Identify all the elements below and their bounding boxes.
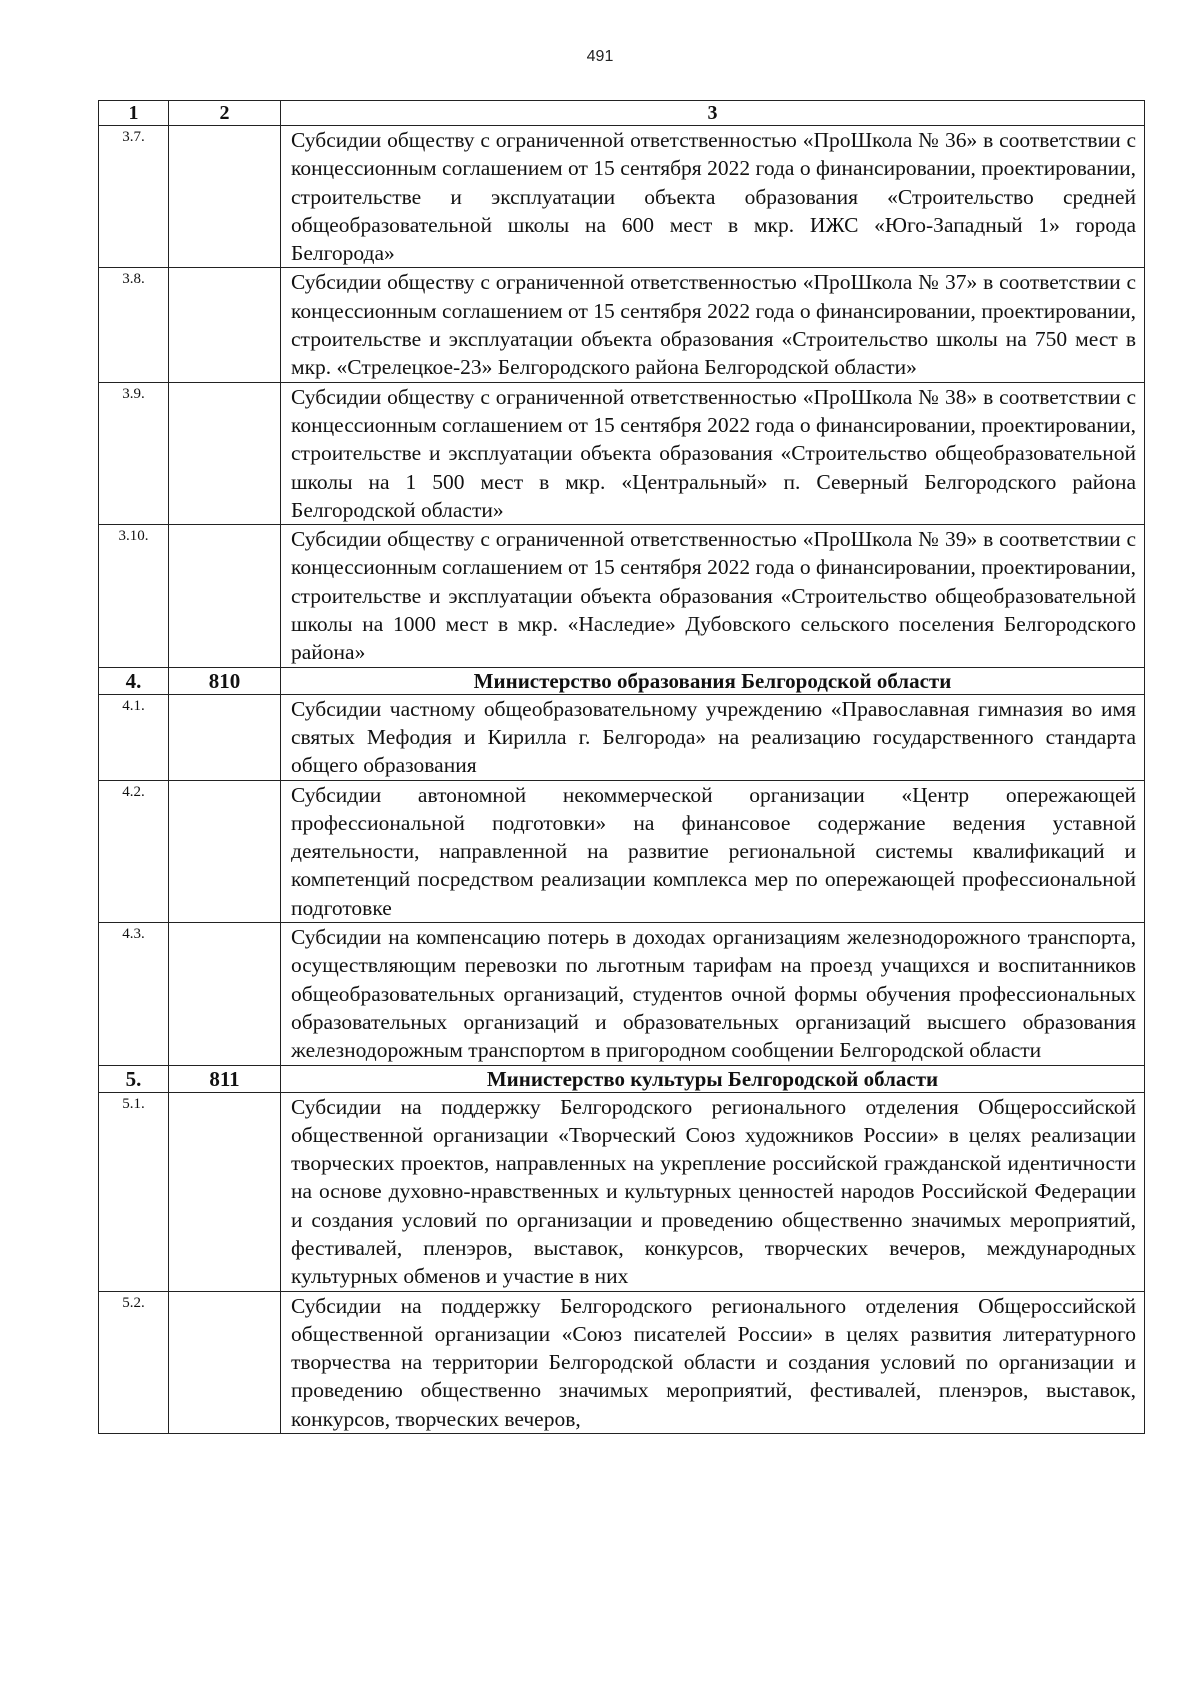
table-row <box>99 126 1145 268</box>
page-number: 491 <box>586 48 614 65</box>
row-number: 5.1. <box>99 1092 169 1291</box>
section-title: Министерство культуры Белгородской области <box>281 1065 1145 1092</box>
row-description: Субсидии автономной некоммерческой организации «Центр опережающей профессиональной подготовки» на финансовое содержание ведения уставной деятельности, направленной на развитие региональной системы квалификаций и компетенций посредством реализации комплекса мер по опережающей профессиональной подготовке <box>281 780 1145 922</box>
table-row <box>99 780 1145 922</box>
row-code <box>169 1291 281 1433</box>
row-number: 5.2. <box>99 1291 169 1433</box>
subsidies-table <box>98 100 1145 1434</box>
table-row <box>99 1092 1145 1291</box>
row-description: Субсидии на поддержку Белгородского регионального отделения Общероссийской общественной организации «Союз писателей России» в целях развития литературного творчества на территории Белгородской области и создания условий по организации и проведению общественно значимых мероприятий, фестивалей, пленэров, выставок, конкурсов, творческих вечеров, <box>281 1291 1145 1433</box>
header-cell-1: 1 <box>99 101 169 126</box>
table-row <box>99 1291 1145 1433</box>
row-description: Субсидии частному общеобразовательному учреждению «Православная гимназия во имя святых Мефодия и Кирилла г. Белгорода» на реализацию государственного стандарта общего образования <box>281 694 1145 780</box>
row-number: 4.1. <box>99 694 169 780</box>
row-description: Субсидии на компенсацию потерь в доходах организациям железнодорожного транспорта, осуществляющим перевозки по льготным тарифам на проезд учащихся и воспитанников общеобразовательных организаций, студентов очной формы обучения профессиональных образовательных организаций и образовательных организаций высшего образования железнодорожным транспортом в пригородном сообщении Белгородской области <box>281 923 1145 1065</box>
row-number: 4.3. <box>99 923 169 1065</box>
row-code <box>169 382 281 524</box>
row-code <box>169 1092 281 1291</box>
table-row <box>99 525 1145 667</box>
row-number: 3.7. <box>99 126 169 268</box>
row-number: 3.9. <box>99 382 169 524</box>
table-row <box>99 268 1145 382</box>
section-row <box>99 667 1145 694</box>
row-number: 3.10. <box>99 525 169 667</box>
row-number: 4. <box>99 667 169 694</box>
row-number: 5. <box>99 1065 169 1092</box>
row-code <box>169 525 281 667</box>
table-row <box>99 694 1145 780</box>
row-code <box>169 694 281 780</box>
row-description: Субсидии обществу с ограниченной ответственностью «ПроШкола № 37» в соответствии с концессионным соглашением от 15 сентября 2022 года о финансировании, проектировании, строительстве и эксплуатации объекта образования «Строительство школы на 750 мест в мкр. «Стрелецкое-23» Белгородского района Белгородской области» <box>281 268 1145 382</box>
table-row <box>99 923 1145 1065</box>
row-number: 4.2. <box>99 780 169 922</box>
table-header-row <box>99 101 1145 126</box>
header-cell-2: 2 <box>169 101 281 126</box>
section-title: Министерство образования Белгородской области <box>281 667 1145 694</box>
row-description: Субсидии обществу с ограниченной ответственностью «ПроШкола № 36» в соответствии с концессионным соглашением от 15 сентября 2022 года о финансировании, проектировании, строительстве и эксплуатации объекта образования «Строительство средней общеобразовательной школы на 600 мест в мкр. ИЖС «Юго-Западный 1» города Белгорода» <box>281 126 1145 268</box>
table-row <box>99 382 1145 524</box>
row-description: Субсидии обществу с ограниченной ответственностью «ПроШкола № 38» в соответствии с концессионным соглашением от 15 сентября 2022 года о финансировании, проектировании, строительстве и эксплуатации объекта образования «Строительство общеобразовательной школы на 1 500 мест в мкр. «Центральный» п. Северный Белгородского района Белгородской области» <box>281 382 1145 524</box>
row-description: Субсидии на поддержку Белгородского регионального отделения Общероссийской общественной организации «Творческий Союз художников России» в целях реализации творческих проектов, направленных на укрепление российской гражданской идентичности на основе духовно-нравственных и культурных ценностей народов Российской Федерации и создания условий по организации и проведению общественно значимых мероприятий, фестивалей, пленэров, выставок, конкурсов, творческих вечеров, международных культурных обменов и участие в них <box>281 1092 1145 1291</box>
row-code: 811 <box>169 1065 281 1092</box>
row-code <box>169 268 281 382</box>
header-cell-3: 3 <box>281 101 1145 126</box>
row-code <box>169 923 281 1065</box>
row-code <box>169 780 281 922</box>
row-description: Субсидии обществу с ограниченной ответственностью «ПроШкола № 39» в соответствии с концессионным соглашением от 15 сентября 2022 года о финансировании, проектировании, строительстве и эксплуатации объекта образования «Строительство общеобразовательной школы на 1000 мест в мкр. «Наследие» Дубовского сельского поселения Белгородского района» <box>281 525 1145 667</box>
row-code: 810 <box>169 667 281 694</box>
row-code <box>169 126 281 268</box>
section-row <box>99 1065 1145 1092</box>
row-number: 3.8. <box>99 268 169 382</box>
